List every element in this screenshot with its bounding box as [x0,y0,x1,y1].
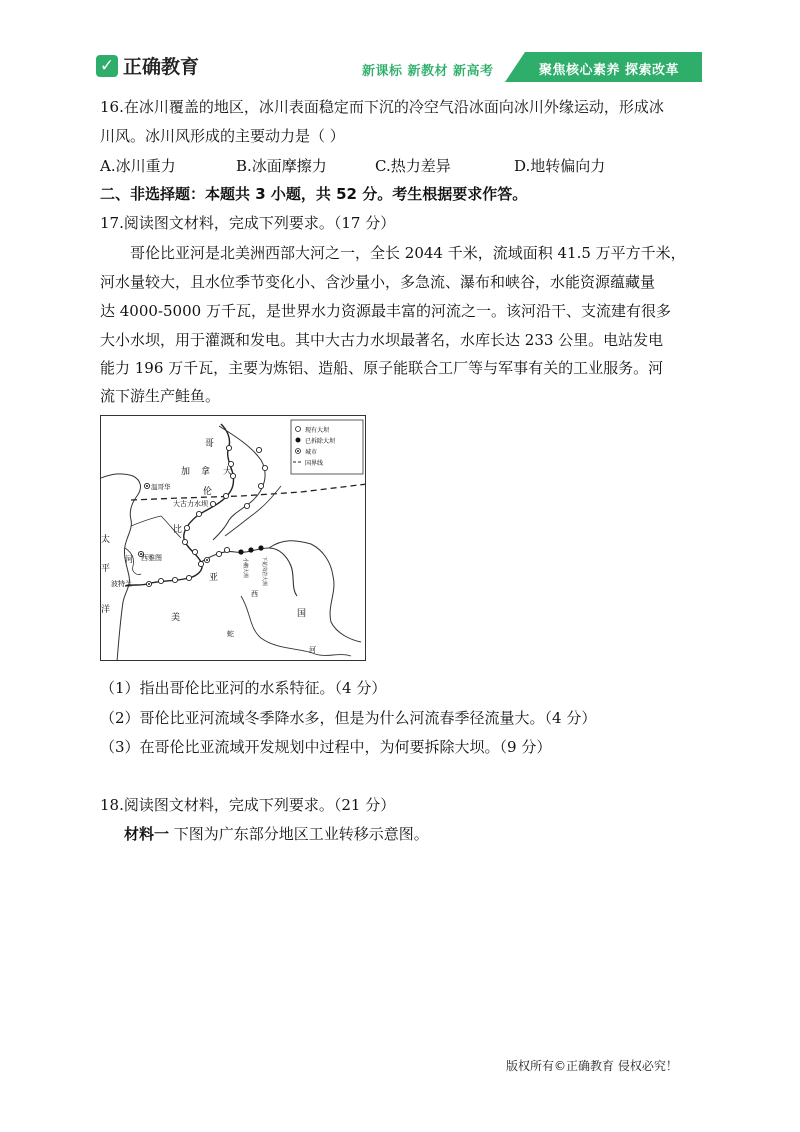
map-label: 美 [171,613,181,623]
q16-option-a: A.冰川重力 [100,157,176,175]
q17-passage-line: 达 4000-5000 万千瓦，是世界水力资源最丰富的河流之一。该河沿干、支流建有很多 [100,302,671,320]
map-label: 国 [297,609,307,619]
q17-passage-line: 大小水坝，用于灌溉和发电。其中大古力水坝最著名，水库长达 233 公里。电站发电 [100,331,664,349]
map-label: 伦 [203,487,213,497]
map-label: 洋 [101,605,111,615]
brand-logo [96,52,199,79]
map-label: 亚 [209,573,219,583]
q17-passage-line: 哥伦比亚河是北美洲西部大河之一，全长 2044 千米，流域面积 41.5 万平方千米， [130,244,686,262]
section-heading: 二、非选择题：本题共 3 小题，共 52 分。考生根据要求作答。 [100,185,528,203]
legend-removed-dam: 已拆除大坝 [305,438,336,445]
q16-line1: 16.在冰川覆盖的地区，冰川表面稳定而下沉的冷空气沿冰面向冰川外缘运动，形成冰 [100,98,664,116]
map-label: 小鹅大坝 [242,558,248,579]
map-label: 河 [309,646,316,654]
q18-material [124,824,429,844]
q18-material-label: 材料一 [124,825,170,843]
copyright-footer: 版权所有©正确教育 侵权必究！ [506,1059,678,1073]
q17-passage-line: 河水量较大，且水位季节变化小、含沙量小，多急流、瀑布和峡谷，水能资源蕴藏量 [100,273,656,291]
map-label: 比 [173,525,183,535]
map-label: 温哥华 [151,483,171,491]
legend-city: 城市 [305,449,318,456]
columbia-river-map [100,415,366,661]
q17-passage-line: 能力 196 万千瓦，主要为炼铝、造船、原子能联合工厂等与军事有关的工业服务。河 [100,359,664,377]
q18-stem: 18.阅读图文材料，完成下列要求。（21 分） [100,796,396,814]
q18-material-text: 下图为广东部分地区工业转移示意图。 [173,825,429,843]
map-label: 大古力水坝 [173,500,208,508]
map-label: 蛇 [227,630,234,638]
map-label: 西 [251,590,258,598]
banner-text: 聚焦核心素养 探索改革 [539,63,680,78]
page-header [0,0,800,90]
header-banner [505,52,702,82]
logo-text: 正确教育 [123,56,200,78]
map-label: 大 [223,467,233,477]
q17-sub-question: （2）哥伦比亚河流域冬季降水多，但是为什么河流春季径流量大。（4 分） [100,709,597,727]
q17-passage-line: 流下游生产鲑鱼。 [100,387,221,405]
legend-border: 国界线 [305,460,324,467]
map-label: 河 [125,555,133,564]
q17-sub-question: （3）在哥伦比亚流域开发规划中过程中，为何要拆除大坝。（9 分） [100,738,552,756]
map-label: 哥 [205,439,215,449]
header-slogan: 新课标 新教材 新高考 [362,64,494,79]
checkmark-icon: ✓ [96,55,118,77]
legend-existing-dam: 现有大坝 [305,427,330,434]
q17-sub-question: （1）指出哥伦比亚河的水系特征。（4 分） [100,679,387,697]
map-label: 波特兰 [111,580,132,588]
q16-option-b: B.冰面摩擦力 [236,157,327,175]
map-label: 平 [101,564,111,574]
q16-option-c: C.热力差异 [375,157,451,175]
map-label: 太 [101,535,111,545]
q16-option-d: D.地转偏向力 [514,157,606,175]
map-label: 下花岗岩大坝 [261,556,267,587]
map-label: 西雅图 [141,554,162,562]
map-label: 加 [181,467,191,477]
q17-stem: 17.阅读图文材料，完成下列要求。（17 分） [100,214,396,232]
map-label: 拿 [201,467,211,477]
q16-line2: 川风。冰川风形成的主要动力是（ ） [100,127,345,145]
